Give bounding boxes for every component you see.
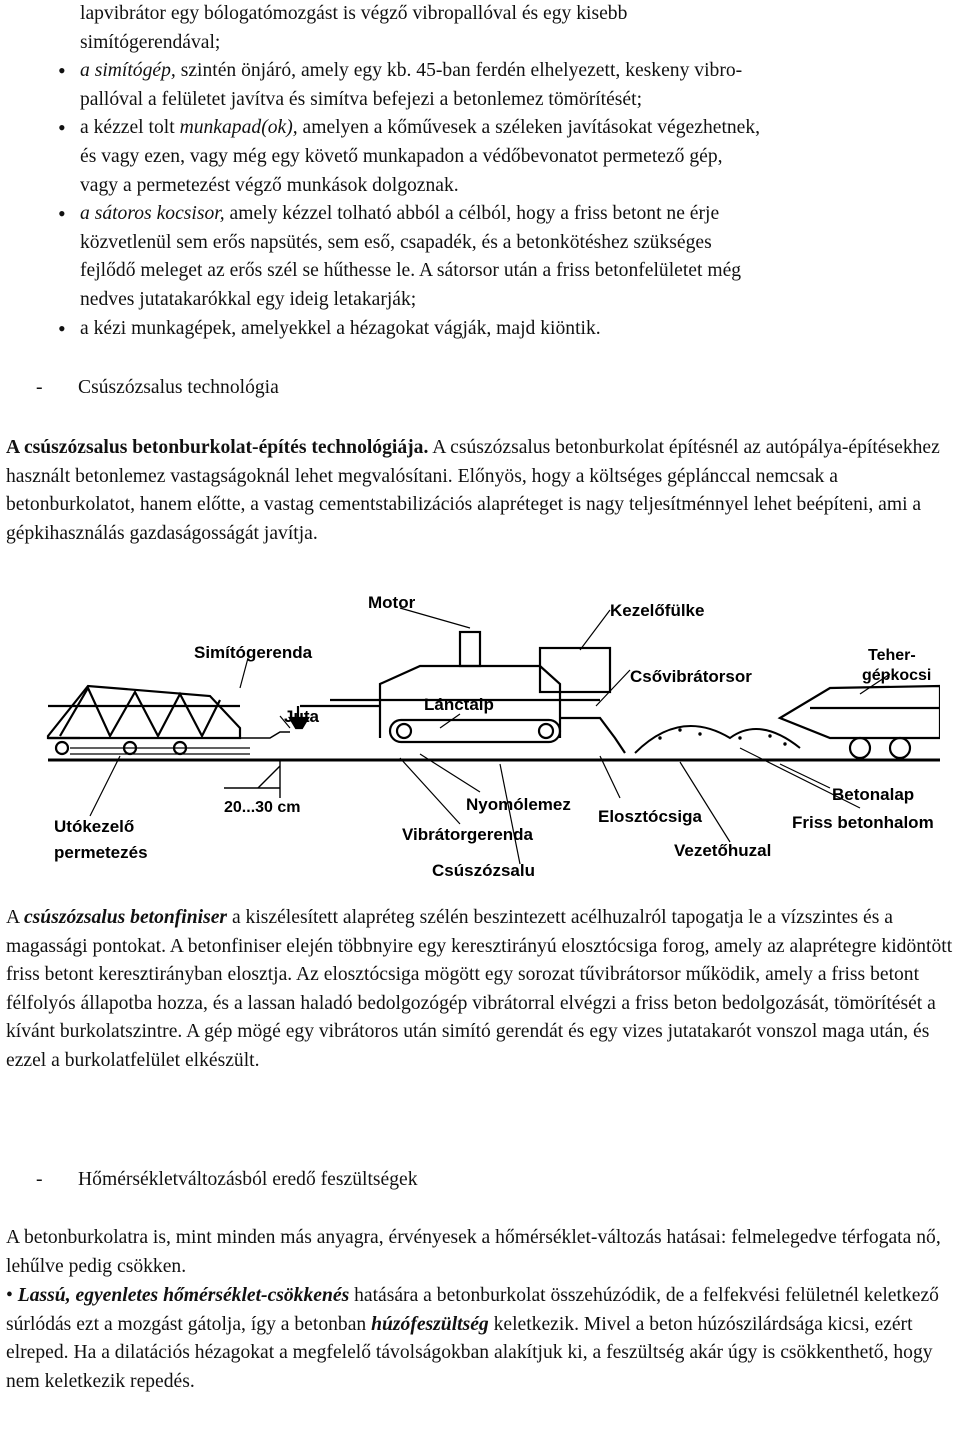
term: a simítógép, bbox=[80, 60, 176, 82]
list-item-text: amely kézzel tolható abból a célból, hogy a friss betont ne érje bbox=[224, 203, 720, 225]
label-simitogerenda: Simítógerenda bbox=[194, 643, 313, 662]
section-heading bbox=[36, 374, 279, 403]
list-item-continuation: vagy a permetezést végző munkások dolgoznak. bbox=[80, 174, 459, 196]
term: munkapad(ok), bbox=[179, 117, 298, 139]
label-csovibrator: Csővibrátorsor bbox=[630, 667, 752, 686]
paragraph: A betonburkolatra is, mint minden más anyagra, érvényesek a hőmérséklet-változás hatásai: felmelegedve térfogata nő, lehűlve pedig csökken. bbox=[6, 1227, 941, 1277]
list-item: • a kézi munkagépek, amelyekkel a hézagokat vágják, majd kiöntik. bbox=[58, 315, 956, 344]
curing-spray-cart bbox=[48, 686, 240, 754]
list-item-continuation: nedves jutatakarókkal egy ideig letakarják; bbox=[80, 288, 417, 310]
label-juta: Juta bbox=[284, 707, 319, 726]
list-item-text: a kézzel tolt bbox=[80, 117, 180, 139]
list-item-continuation: közvetlenül sem erős napsütés, sem eső, csapadék, és a betonkötéshez szükséges bbox=[80, 231, 712, 253]
label-lanctalp: Lánctalp bbox=[424, 695, 494, 714]
list-item bbox=[58, 114, 956, 143]
paragraph bbox=[6, 1282, 956, 1396]
paragraph-term: húzófeszültség bbox=[371, 1313, 489, 1335]
list-item-text: szintén önjáró, amely egy kb. 45-ban ferdén elhelyezett, keskeny vibro- bbox=[175, 60, 743, 82]
paragraph-text: A bbox=[6, 907, 24, 928]
equipment-list bbox=[58, 0, 956, 343]
label-elosztocsiga: Elosztócsiga bbox=[598, 807, 702, 826]
list-item-continuation: simítógerendával; bbox=[80, 31, 221, 53]
label-betonalap: Betonalap bbox=[832, 785, 915, 804]
paragraph-term: csúszózsalus betonfiniser bbox=[23, 907, 228, 928]
label-vezetohuzal: Vezetőhuzal bbox=[674, 841, 772, 860]
paragraph-lead: A csúszózsalus betonburkolat-építés technológiája. bbox=[6, 437, 429, 458]
paragraph-text: keletkezik. Mivel a beton húzószilárdsága kicsi, ezért elreped. Ha a dilatációs hézagokat a megfelelő távolságokban alakítjuk ki, a feszültség akár úgy is csökkenthető, hogy nem keletkezik repedés. bbox=[6, 1313, 933, 1392]
label-teher: Teher- bbox=[868, 647, 916, 664]
label-utokezelo: Utókezelő bbox=[54, 817, 135, 836]
paragraph bbox=[6, 434, 956, 548]
paver-machine bbox=[290, 632, 625, 753]
paragraph-term: Lassú, egyenletes hőmérséklet-csökkenés bbox=[17, 1285, 350, 1306]
list-item-text: amelyen a kőművesek a széleken javításokat végezhetnek, bbox=[297, 117, 761, 139]
list-item-continuation: és vagy ezen, vagy még egy követő munkapadon a védőbevonatot permetező gép, bbox=[80, 145, 723, 167]
list-item-continuation: fejlődő meleget az erős szél se hűthesse le. A sátorsor után a friss betonfelületet még bbox=[80, 260, 742, 282]
dash-marker: - bbox=[36, 1169, 43, 1190]
section-heading bbox=[36, 1166, 418, 1195]
slipform-paver-diagram bbox=[40, 588, 940, 880]
list-item bbox=[58, 200, 956, 229]
paragraph-text: A csúszózsalus betonburkolat építésnél az autópálya-építésekhez használt betonlemez vastagságoknál lehet megvalósítani. Előnyös, hogy a költséges géplánccal nemcsak a betonburkolatot, hanem előtte, a vastag cementstabilizációs alapréteget is nagy teljesítménnyel lehet beépíteni, ami a gépkihasználás gazdaságosságát javítja. bbox=[6, 437, 940, 544]
thickness-dimension bbox=[224, 760, 280, 798]
dump-truck bbox=[780, 686, 940, 758]
bullet-marker: • bbox=[6, 1285, 13, 1306]
section-title: Hőmérsékletváltozásból eredő feszültségek bbox=[78, 1169, 418, 1190]
label-kezelofulke: Kezelőfülke bbox=[610, 601, 705, 620]
label-vibratorgerenda: Vibrátorgerenda bbox=[402, 825, 534, 844]
paragraph-text: hatására a betonburkolat összehúzódik, de a felfekvési felületnél keletkező súrlódás ezt a mozgást gátolja, így a betonban bbox=[6, 1285, 939, 1335]
paragraph-text: a kiszélesített alapréteg szélén beszintezett acélhuzalról tapogatja le a vízszintes és a magassági pontokat. A betonfiniser elején többnyire egy keresztirányú elosztócsiga forog, amely az alaprétegre kidöntött friss betont keresztirányban elosztja. Az elosztócsiga mögött egy sorozat tűvibrátorsor működik, amely a friss betont félfolyós állapotba hozza, és a lassan haladó bedolgozógép vibrátorral elvégzi a friss beton bedolgozását, tömörítését a kívánt burkolatszintre. A gép mögé egy vibrátoros után simító gerendát és egy vizes jutatakarót vonszol maga után, és ezzel a burkolatfelület elkészült. bbox=[6, 907, 953, 1071]
label-nyomolemez: Nyomólemez bbox=[466, 795, 571, 814]
label-distance: 20...30 cm bbox=[224, 799, 301, 816]
dash-marker: - bbox=[36, 377, 43, 398]
term: a sátoros kocsisor, bbox=[80, 203, 225, 225]
section-title: Csúszózsalus technológia bbox=[78, 377, 279, 398]
list-item bbox=[58, 57, 956, 86]
list-item-continuation: lapvibrátor egy bólogatómozgást is végző vibropallóval és egy kisebb bbox=[80, 3, 628, 24]
label-friss-betonhalom: Friss betonhalom bbox=[792, 813, 934, 832]
label-csuszozsalu: Csúszózsalu bbox=[432, 861, 535, 880]
label-gepkocsi: gépkocsi bbox=[862, 667, 932, 684]
label-permetezes: permetezés bbox=[54, 843, 148, 862]
label-motor: Motor bbox=[368, 593, 416, 612]
list-item-continuation: pallóval a felületet javítva és simítva befejezi a betonlemez tömörítését; bbox=[80, 88, 643, 110]
paragraph bbox=[6, 904, 956, 1076]
